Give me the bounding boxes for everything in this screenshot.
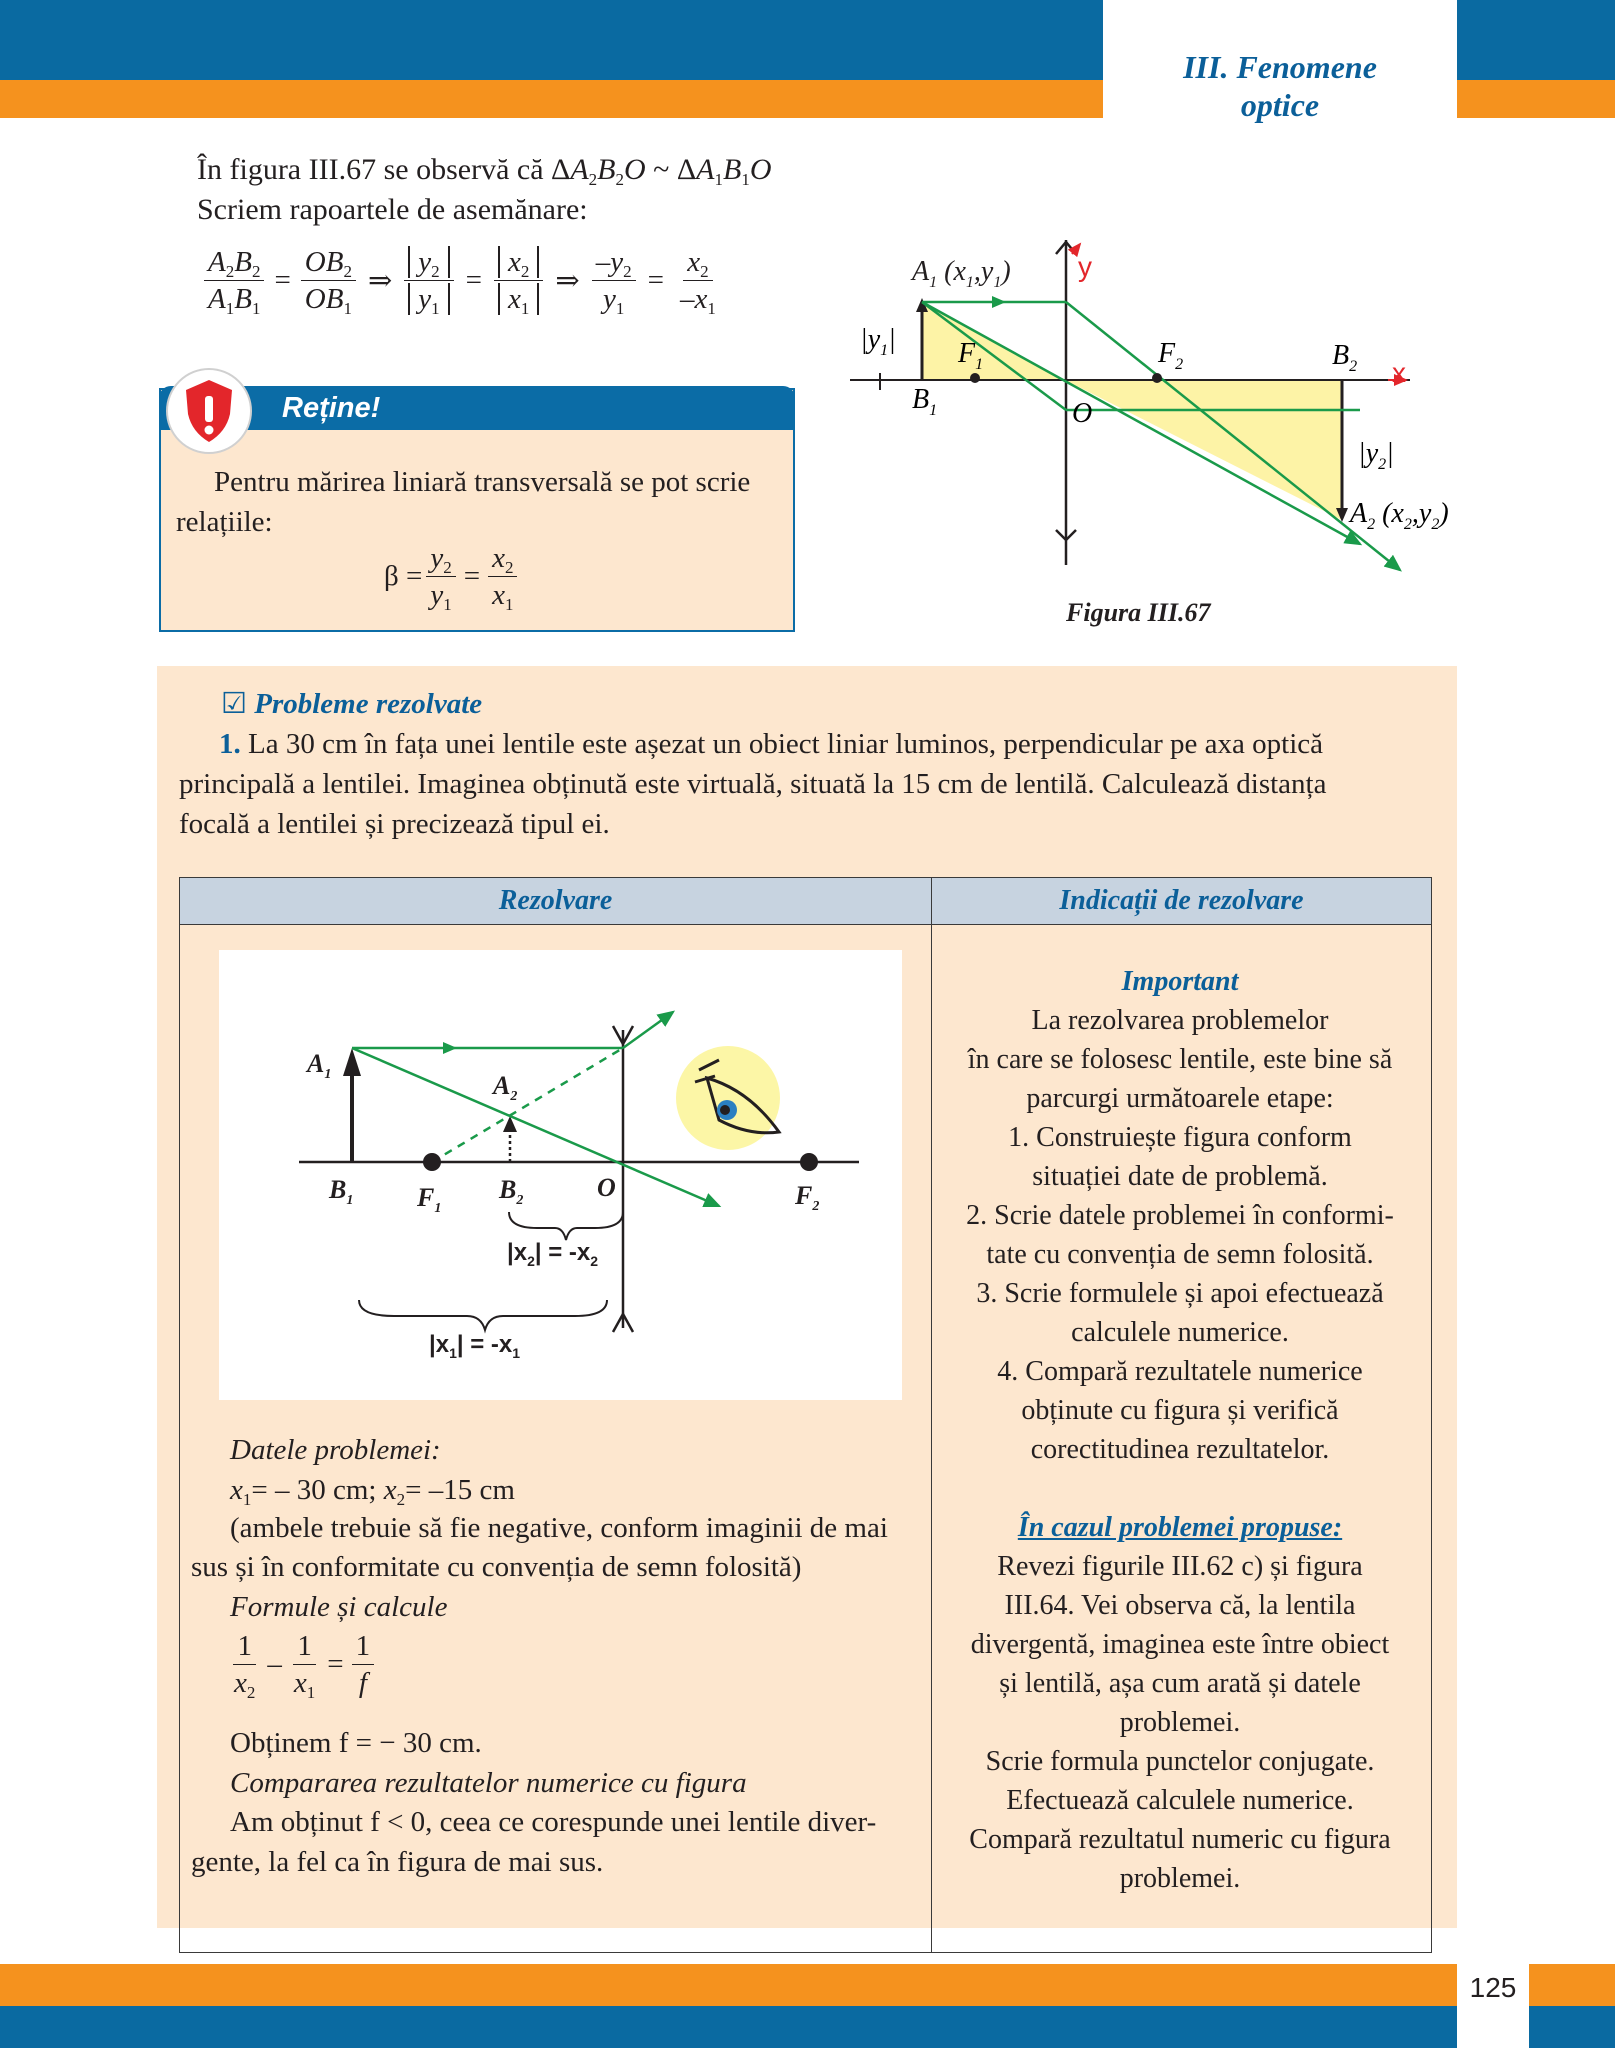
important-line: calculele numerice. — [1071, 1317, 1289, 1348]
problem-number: 1. — [219, 728, 241, 760]
label-b2: $B_2$ — [499, 1175, 524, 1208]
problem-figure — [219, 950, 902, 1400]
label-y: y — [1078, 251, 1092, 282]
figure-67 — [840, 240, 1480, 580]
formule-title: Formule și calcule — [230, 1591, 448, 1623]
important-title: Important — [1121, 966, 1239, 997]
label-b1: $B_1$ — [912, 384, 938, 419]
case-line: divergentă, imaginea este între obiect — [970, 1629, 1390, 1660]
retine-text-line2: relațiile: — [176, 506, 273, 538]
footer-band-orange — [0, 1964, 1615, 2006]
result-line: Obținem f = − 30 cm. — [230, 1727, 482, 1759]
ray-focal — [1066, 302, 1400, 570]
case-line: problemei. — [1119, 1863, 1241, 1894]
footer-band-blue — [0, 2006, 1615, 2048]
note-line1: (ambele trebuie să fie negative, conform imaginii de mai — [230, 1512, 888, 1544]
label-o: O — [1072, 398, 1093, 429]
case-line: și lentilă, așa cum arată și datele — [999, 1668, 1361, 1699]
lens-formula: $\frac{1}{x_2}$ – $\frac{1}{x_1}$ = $\frac{1}{f}$ — [226, 1628, 378, 1701]
retine-title: Reține! — [282, 392, 381, 424]
label-a2: $A_2$ $(x_2,y_2)$ — [1350, 498, 1449, 533]
intro-line2: Scriem rapoartele de asemănare: — [197, 193, 588, 226]
case-line: III.64. Vei observa că, la lentila — [1004, 1590, 1356, 1621]
object-arrowhead-icon — [343, 1048, 361, 1076]
intro-line1: În figura III.67 se observă că $\Delta A_2B_2O$ ~ $\Delta A_1B_1O$ — [197, 153, 772, 189]
label-f1: $F_1$ — [417, 1183, 442, 1216]
case-line: Compară rezultatul numeric cu figura — [969, 1824, 1391, 1855]
label-y1-abs: $|y_1|$ — [860, 324, 896, 359]
important-line: 3. Scrie formulele și apoi efectuează — [976, 1278, 1384, 1309]
focus-f1 — [423, 1153, 441, 1171]
note-line2: sus și în conformitate cu convenția de semn folosită) — [191, 1551, 802, 1583]
date-values: $x_1= - 30$ cm; $x_2= -15$ cm — [230, 1474, 515, 1509]
label-f2: $F_2$ — [1158, 338, 1184, 373]
retine-header — [159, 386, 795, 430]
ray-1-virtual — [432, 1048, 623, 1162]
important-line: obținute cu figura și verifică — [1021, 1395, 1339, 1426]
chapter-title-line2: optice — [1240, 87, 1320, 123]
focus-f1 — [970, 373, 980, 383]
date-title: Datele problemei: — [230, 1434, 441, 1466]
compare-line2: gente, la fel ca în figura de mai sus. — [191, 1846, 604, 1878]
similarity-expr: $\Delta A_2B_2O$ ~ $\Delta A_1B_1O$ — [551, 153, 772, 189]
beta-formula: β = $\frac{y_2}{y_1}$ = $\frac{x_2}{x_1}$ — [384, 540, 521, 613]
col-header-rezolvare: Rezolvare — [180, 878, 932, 925]
case-line: problemei. — [1119, 1707, 1241, 1738]
problem-statement: 1. La 30 cm în fața unei lentile este așezat un obiect liniar luminos, perpendicular pe axa optică principală a lentilei. Imaginea obținută este virtuală, situată la 15 cm de lentilă. Calculează distanța focală a lentilei și precizează tipul ei. — [179, 728, 1327, 840]
label-x2-abs: $|x_2| = -x_2$ — [507, 1239, 599, 1269]
label-o: O — [597, 1173, 616, 1202]
figure-67-caption: Figura III.67 — [1066, 598, 1211, 627]
page-number: 125 — [1457, 1964, 1529, 2048]
label-a1: $A_1$ — [307, 1049, 332, 1082]
ray-2-center — [352, 1048, 719, 1206]
label-f2: $F_2$ — [795, 1181, 820, 1214]
eye-background — [676, 1046, 780, 1150]
focus-f2 — [1152, 373, 1162, 383]
label-x: x — [1392, 357, 1406, 388]
label-a2: $A_2$ — [493, 1071, 518, 1104]
triangle-image — [1065, 380, 1342, 520]
focus-f2 — [800, 1153, 818, 1171]
col-header-indicatii: Indicații de rezolvare — [932, 878, 1432, 925]
compare-line1: Am obținut f < 0, ceea ce corespunde unei lentile diver- — [230, 1806, 877, 1838]
label-y2-abs: $|y_2|$ — [1358, 438, 1394, 473]
important-line: parcurgi următoarele etape: — [1026, 1083, 1334, 1114]
important-line: în care se folosesc lentile, este bine să — [967, 1044, 1393, 1075]
brace-x1 — [359, 1300, 607, 1330]
label-b2: $B_2$ — [1332, 340, 1358, 375]
warning-shield-icon — [166, 368, 252, 454]
important-line: tate cu convenția de semn folosită. — [986, 1239, 1374, 1270]
important-line: 4. Compară rezultatele numerice — [997, 1356, 1363, 1387]
label-a1: $A_1$ $(x_1,y_1)$ — [912, 256, 1011, 291]
case-title: În cazul problemei propuse: — [1017, 1512, 1343, 1543]
brace-x2 — [509, 1212, 623, 1240]
important-line: corectitudinea rezultatelor. — [1030, 1434, 1330, 1465]
compare-title: Compararea rezultatelor numerice cu figura — [230, 1767, 747, 1799]
label-b1: $B_1$ — [329, 1175, 354, 1208]
chapter-title-line1: III. Fenomene — [1183, 49, 1377, 85]
important-line: 1. Construiește figura conform — [1008, 1122, 1352, 1153]
important-line: La rezolvarea problemelor — [1031, 1005, 1329, 1036]
problem-figure-svg — [219, 950, 902, 1400]
ratio-formula: $\frac{A_2B_2}{A_1B_1}$ = $\frac{OB_2}{OB_1}$ ⇒ $\frac{y_2}{y_1}$ = $\frac{x_2}{x_1}$ ⇒ $\frac{-y_2}{y_1}$ = $\frac{x_2}{-x_1}$ — [200, 244, 724, 317]
chapter-title — [1103, 0, 1457, 123]
label-f1: $F_1$ — [958, 338, 984, 373]
retine-text-line1: Pentru mărirea liniară transversală se pot scrie — [214, 466, 751, 498]
important-line: 2. Scrie datele problemei în conformi- — [966, 1200, 1394, 1231]
case-line: Revezi figurile III.62 c) și figura — [997, 1551, 1363, 1582]
label-x1-abs: $|x_1| = -x_1$ — [429, 1331, 521, 1361]
case-line: Scrie formula punctelor conjugate. — [985, 1746, 1375, 1777]
important-line: situației date de problemă. — [1032, 1161, 1328, 1192]
case-line: Efectuează calculele numerice. — [1006, 1785, 1354, 1816]
checkbox-icon: ☑ — [221, 688, 247, 720]
problems-heading: ☑ Probleme rezolvate — [221, 688, 483, 720]
indicatii-content — [930, 962, 1430, 1898]
